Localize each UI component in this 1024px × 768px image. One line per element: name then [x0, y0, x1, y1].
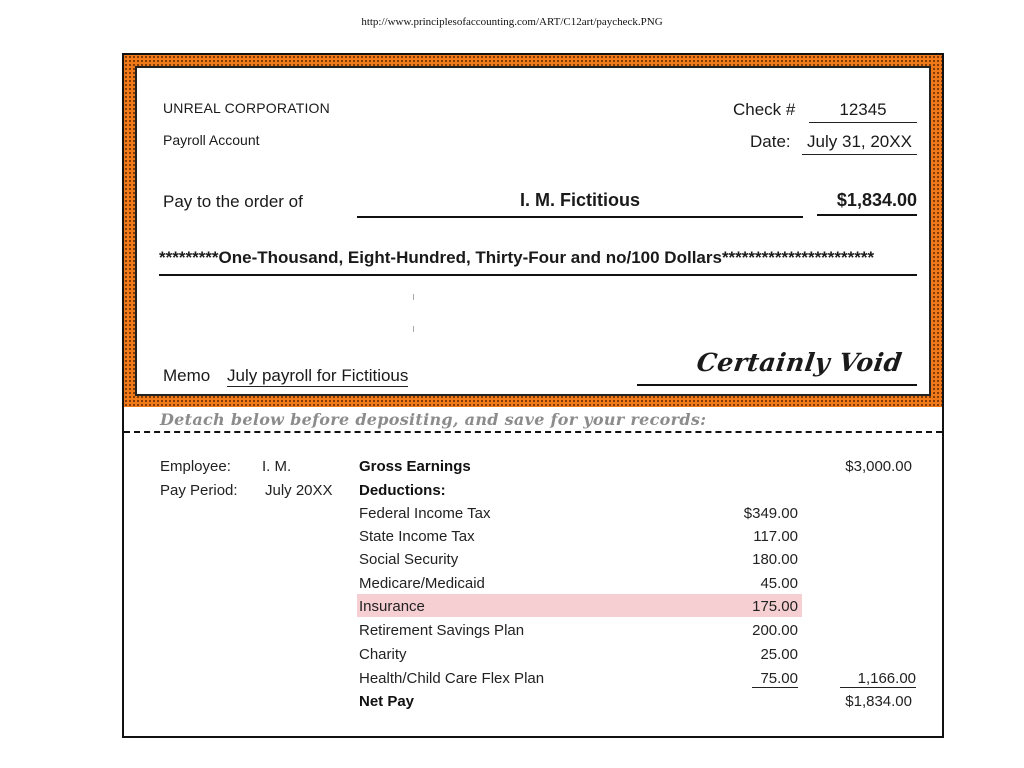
- paycheck-sheet: [122, 53, 944, 738]
- deductions-label: Deductions:: [359, 482, 446, 499]
- deduction-amount: 45.00: [760, 575, 798, 592]
- detach-line: [124, 431, 942, 433]
- gross-earnings-label: Gross Earnings: [359, 458, 471, 475]
- check-border: [124, 55, 942, 407]
- deduction-label: State Income Tax: [359, 528, 475, 545]
- payee-name: I. M. Fictitious: [357, 190, 803, 218]
- amount-in-words: *********One-Thousand, Eight-Hundred, Thirty-Four and no/100 Dollars***********************: [159, 248, 917, 276]
- total-deductions: 1,166.00: [840, 670, 916, 688]
- divider-tick: [413, 326, 414, 332]
- deduction-label: Federal Income Tax: [359, 505, 491, 522]
- deduction-label: Health/Child Care Flex Plan: [359, 670, 545, 687]
- employee-name: I. M.: [262, 458, 292, 475]
- deduction-amount: 25.00: [760, 646, 798, 663]
- deduction-label: Retirement Savings Plan: [359, 622, 525, 639]
- account-name: Payroll Account: [163, 132, 260, 148]
- deduction-label: Social Security: [359, 551, 459, 568]
- company-name: UNREAL CORPORATION: [163, 100, 330, 116]
- check-date: July 31, 20XX: [802, 132, 917, 155]
- check-number: 12345: [809, 100, 917, 123]
- deduction-label: Charity: [359, 646, 407, 663]
- deduction-amount: 117.00: [753, 528, 798, 545]
- divider-tick: [413, 294, 414, 300]
- pay-period-label: Pay Period:: [160, 482, 238, 499]
- employee-label: Employee:: [160, 458, 231, 475]
- deduction-amount: 175.00: [752, 598, 798, 615]
- check-number-label: Check #: [733, 100, 796, 119]
- signature: Certainly Void: [694, 348, 904, 377]
- memo-text: July payroll for Fictitious: [227, 366, 409, 385]
- signature-line: [637, 384, 917, 386]
- deduction-label: Medicare/Medicaid: [359, 575, 485, 592]
- net-pay-amount: $1,834.00: [845, 693, 912, 710]
- deduction-amount: 180.00: [752, 551, 798, 568]
- deduction-amount: 75.00: [752, 670, 798, 688]
- date-label: Date:: [750, 132, 791, 151]
- check-body: [135, 66, 931, 396]
- deduction-amount: 200.00: [752, 622, 798, 639]
- gross-earnings-amount: $3,000.00: [845, 458, 912, 475]
- source-url: http://www.principlesofaccounting.com/ART/C12art/paycheck.PNG: [361, 16, 663, 28]
- pay-to-label: Pay to the order of: [163, 192, 303, 211]
- pay-period: July 20XX: [265, 482, 333, 499]
- detach-instruction: Detach below before depositing, and save for your records:: [160, 410, 707, 429]
- net-pay-label: Net Pay: [359, 693, 415, 710]
- deduction-label: Insurance: [359, 598, 425, 615]
- check-amount: $1,834.00: [817, 190, 917, 216]
- memo-label: Memo: [163, 366, 211, 385]
- deduction-amount: $349.00: [743, 505, 798, 522]
